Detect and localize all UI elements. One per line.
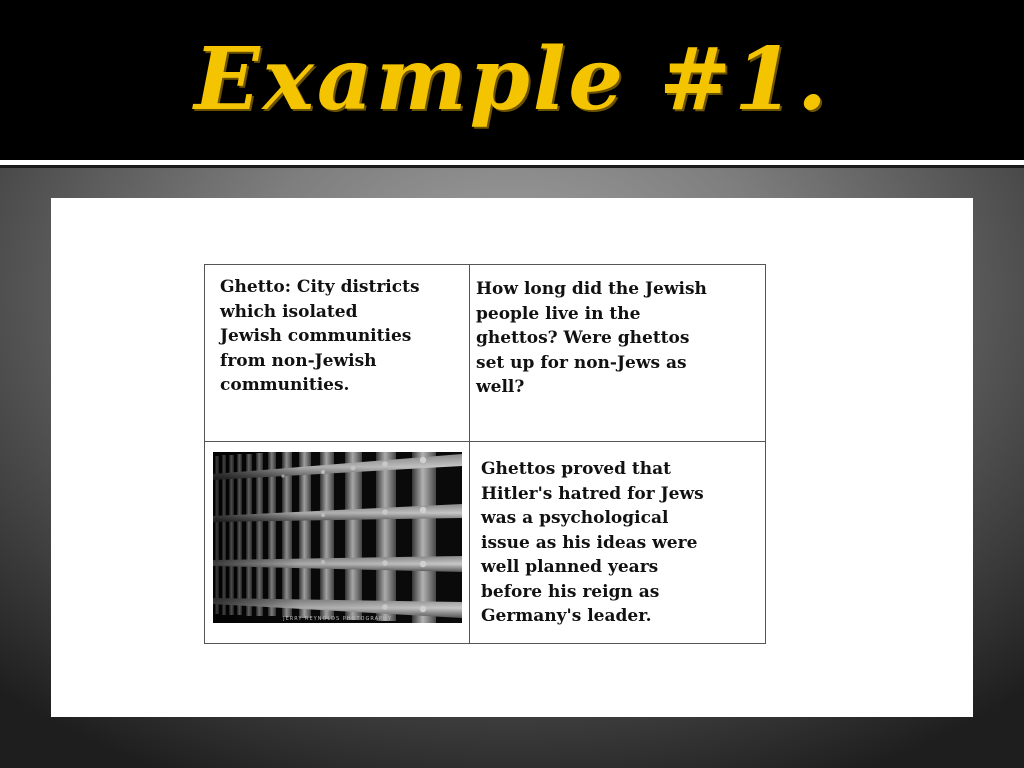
- frayer-grid: [204, 264, 766, 644]
- title-divider-shadow: [0, 165, 1024, 168]
- question-cell: How long did the Jewish people live in the ghettos? Were ghettos set up for non-Jews as well?: [476, 279, 707, 397]
- fact-cell: Ghettos proved that Hitler's hatred for Jews was a psychological issue as his ideas were well planned years before his reign as Germany's leader.: [481, 459, 704, 626]
- grid-horizontal-divider: [205, 441, 765, 442]
- photo-credit: JERRY REYNOLDS PHOTOGRAPHY: [283, 616, 392, 622]
- prison-bars-photo: [213, 452, 462, 623]
- slide-title: Example #1.: [194, 29, 830, 130]
- grid-vertical-divider: [469, 265, 470, 643]
- definition-cell: Ghetto: City districts which isolated Jewish communities from non-Jewish communities.: [220, 277, 420, 395]
- title-bar: [0, 0, 1024, 160]
- prison-bars-image: [213, 452, 462, 623]
